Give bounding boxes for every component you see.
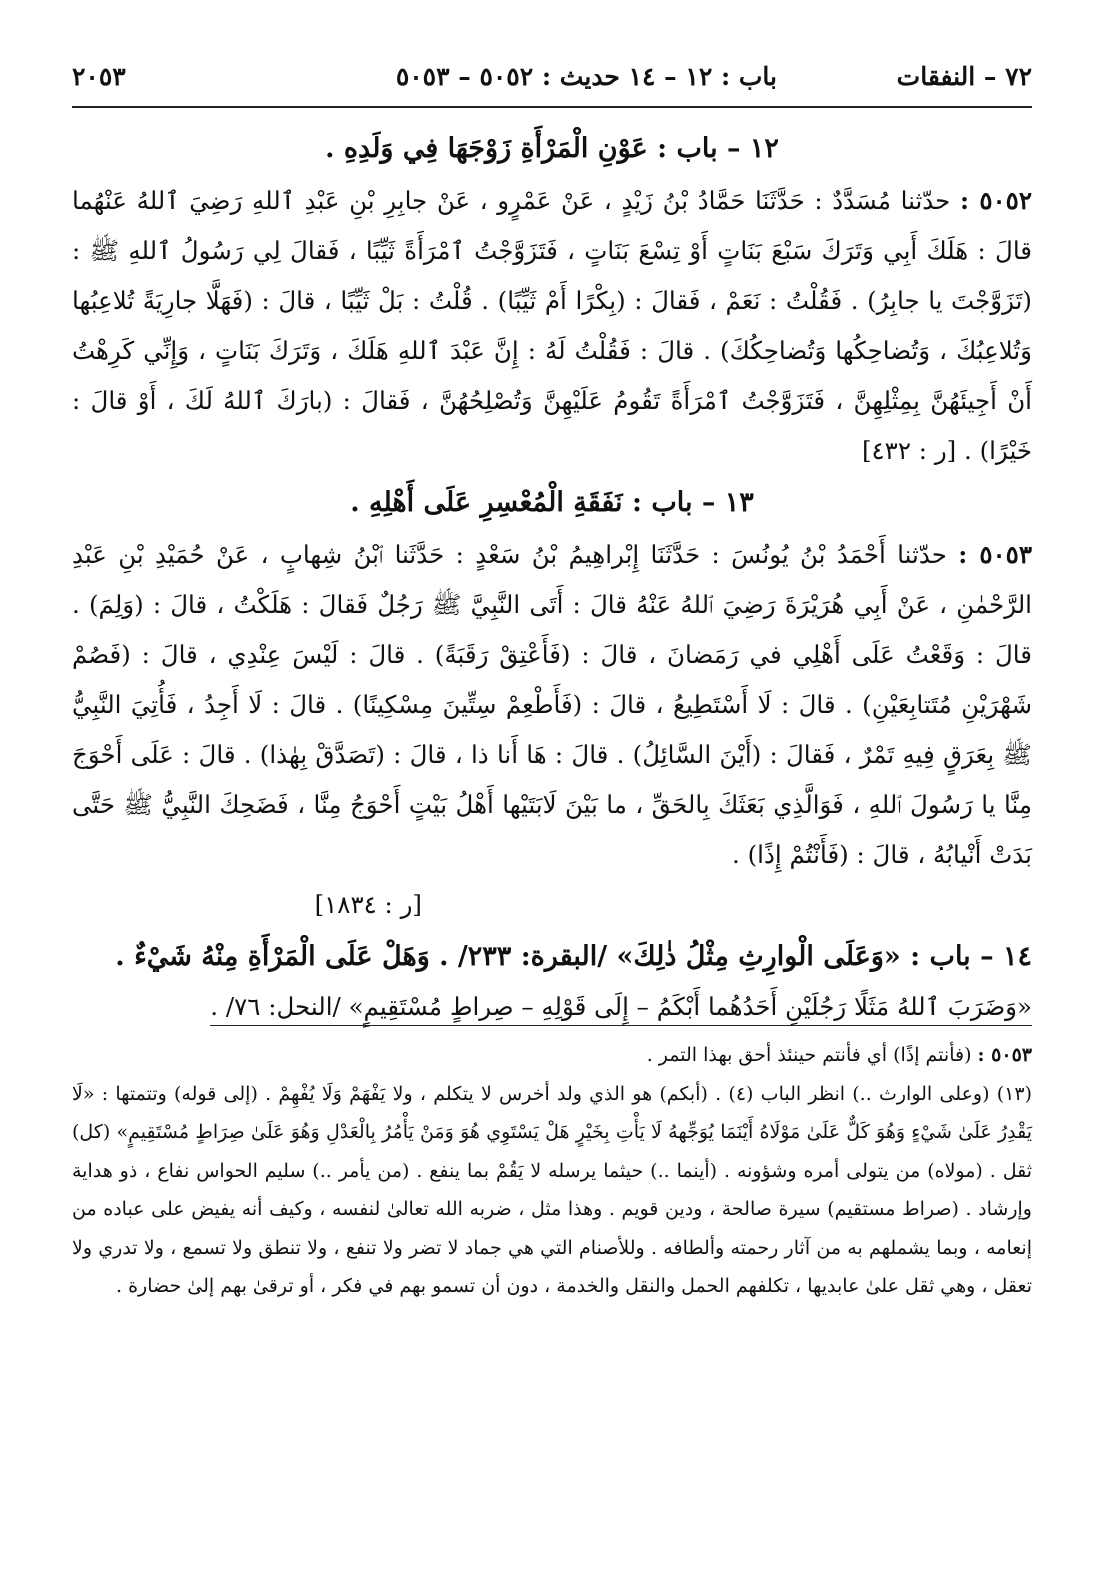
page-header xyxy=(72,52,1032,100)
footnote-5053 xyxy=(72,1036,1032,1075)
running-head-refs: باب : ١٢ – ١٤ حديث : ٥٠٥٢ – ٥٠٥٣ xyxy=(395,62,777,91)
chapter-title-12: ١٢ – باب : عَوْنِ الْمَرْأَةِ زَوْجَهَا فِي وَلَدِهِ . xyxy=(325,133,779,164)
footnote-text: (فأنتم إذًا) أي فأنتم حينئذ أحق بهذا التمر . xyxy=(646,1044,972,1066)
header-rule xyxy=(72,106,1032,108)
hadith-5053 xyxy=(72,530,1032,880)
document-page xyxy=(72,52,1032,1306)
footnote-text: (١٣) (وعلى الوارث ..) انظر الباب (٤) . (أبكم) هو الذي ولد أخرس لا يتكلم ، ولا يَفْهَمْ وَلَا يُفْهِمْ . (إلى قوله) وتتمتها : «لَا يَقْدِرُ عَلَىٰ شَيْءٍ وَهُوَ كَلٌّ عَلَىٰ مَوْلَاهُ أَيْنَمَا يُوَجِّههُ لَا يَأْتِ بِخَيْرٍ هَلْ يَسْتَوِي هُوَ وَمَنْ يَأْمُرُ بِالْعَدْلِ وَهُوَ عَلَىٰ صِرَاطٍ مُسْتَقِيمٍ» (كل) ثقل . (مولاه) من يتولى أمره وشؤونه . (أينما ..) حيثما يرسله لا يَقُمْ بما ينفع . (من يأمر ..) سليم الحواس نفاع ، ذو هداية وإرشاد . (صراط مستقيم) سيرة صالحة ، ودين قويم . وهذا مثل ، ضربه الله تعالىٰ لنفسه ، وكيف أنه يفيض على عباده من إنعامه ، وبما يشملهم به من آثار رحمته وألطافه . وللأصنام التي هي جماد لا تضر ولا تنفع ، ولا تنطق ولا تسمع ، ولا تدري ولا تعقل ، وهي ثقل علىٰ عابديها ، تكلفهم الحمل والنقل والخدمة ، دون أن تسمو بهم في فكر ، أو ترقىٰ بهم إلىٰ حضارة . xyxy=(72,1082,1032,1297)
footnote-label: ٥٠٥٣ : xyxy=(977,1044,1032,1066)
footnote-13 xyxy=(72,1075,1032,1306)
hadith-text: حدّثنا أَحْمَدُ بْنُ يُونُسَ : حَدَّثَنَا إِبْراهِيمُ بْنُ سَعْدٍ : حَدَّثَنا ٱبْنُ شِهابٍ ، عَنْ حُمَيْدِ بْنِ عَبْدِ الرَّحْمٰنِ ، عَنْ أَبِي هُرَيْرَةَ رَضِيَ ٱللهُ عَنْهُ قالَ : أَتَى النَّبِيَّ ﷺ رَجُلٌ فَقالَ : هَلَكْتُ ، قالَ : (وَلِمَ) . قالَ : وَقَعْتُ عَلَى أَهْلِي في رَمَضانَ ، قالَ : (فَأَعْتِقْ رَقَبَةً) . قالَ : لَيْسَ عِنْدِي ، قالَ : (فَصُمْ شَهْرَيْنِ مُتَتابِعَيْنِ) . قالَ : لَا أَسْتَطِيعُ ، قالَ : (فَأَطْعِمْ سِتِّينَ مِسْكِينًا) . قالَ : لَا أَجِدُ ، فَأُتِيَ النَّبِيُّ ﷺ بِعَرَقٍ فِيهِ تَمْرٌ ، فَقالَ : (أَيْنَ السَّائِلُ) . قالَ : هَا أَنا ذا ، قالَ : (تَصَدَّقْ بِهٰذا) . قالَ : عَلَى أَحْوَجَ مِنَّا يا رَسُولَ ٱللهِ ، فَوَالَّذِي بَعَثَكَ بِالحَقِّ ، ما بَيْنَ لَابَتَيْها أَهْلُ بَيْتٍ أَحْوَجُ مِنَّا ، فَضَحِكَ النَّبِيُّ ﷺ حَتَّى بَدَتْ أَنْيابُهُ ، قالَ : (فَأَنْتُمْ إِذًا) . xyxy=(72,540,1032,869)
hadith-number: ٥٠٥٣ : xyxy=(958,540,1032,569)
hadith-number: ٥٠٥٢ : xyxy=(959,186,1032,215)
quote-text: «وَضَرَبَ ٱللهُ مَثَلًا رَجُلَيْنِ أَحَدُهُما أَبْكَمُ – إِلَى قَوْلِهِ – صِراطٍ مُسْتَقِيمٍ» /النحل: ٧٦/ . xyxy=(210,992,1032,1026)
quran-quote xyxy=(72,984,1032,1030)
chapter-title-14: ١٤ – باب : «وَعَلَى الْوارِثِ مِثْلُ ذٰلِكَ» /البقرة: ٢٣٣/ . وَهَلْ عَلَى الْمَرْأَةِ مِنْهُ شَيْءٌ . xyxy=(115,941,1032,972)
page-number: ٢٠٥٣ xyxy=(72,62,126,91)
hadith-5052 xyxy=(72,176,1032,476)
main-text xyxy=(72,122,1032,1030)
running-head-chapter: ٧٢ – النفقات xyxy=(896,62,1032,91)
cross-reference: [ر : ١٨٣٤] xyxy=(314,890,422,919)
footnotes xyxy=(72,1036,1032,1306)
hadith-text: حدّثنا مُسَدَّدٌ : حَدَّثَنَا حَمَّادُ بْنُ زَيْدٍ ، عَنْ عَمْرٍو ، عَنْ جابِرِ بْنِ عَبْدِ ٱللهِ رَضِيَ ٱللهُ عَنْهُما قالَ : هَلَكَ أَبِي وَتَرَكَ سَبْعَ بَنَاتٍ أَوْ تِسْعَ بَنَاتٍ ، فَتَزَوَّجْتُ ٱمْرَأَةً ثَيِّبًا ، فَقالَ لِي رَسُولُ ٱللهِ ﷺ : (تَزَوَّجْتَ يا جابِرُ) . فَقُلْتُ : نَعَمْ ، فَقالَ : (بِكْرًا أَمْ ثَيِّبًا) . قُلْتُ : بَلْ ثَيِّبًا ، قالَ : (فَهَلَّا جارِيَةً تُلاعِبُها وَتُلاعِبُكَ ، وَتُضاحِكُها وَتُضاحِكُكَ) . قالَ : فَقُلْتُ لَهُ : إِنَّ عَبْدَ ٱللهِ هَلَكَ ، وَتَرَكَ بَنَاتٍ ، وَإِنِّي كَرِهْتُ أَنْ أَجِيئَهُنَّ بِمِثْلِهِنَّ ، فَتَزَوَّجْتُ ٱمْرَأَةً تَقُومُ عَلَيْهِنَّ وَتُصْلِحُهُنَّ ، فَقالَ : (بارَكَ ٱللهُ لَكَ ، أَوْ قالَ : خَيْرًا) . [ر : ٤٣٢] xyxy=(72,186,1033,465)
chapter-title-13: ١٣ – باب : نَفَقَةِ الْمُعْسِرِ عَلَى أَهْلِهِ . xyxy=(350,487,754,518)
